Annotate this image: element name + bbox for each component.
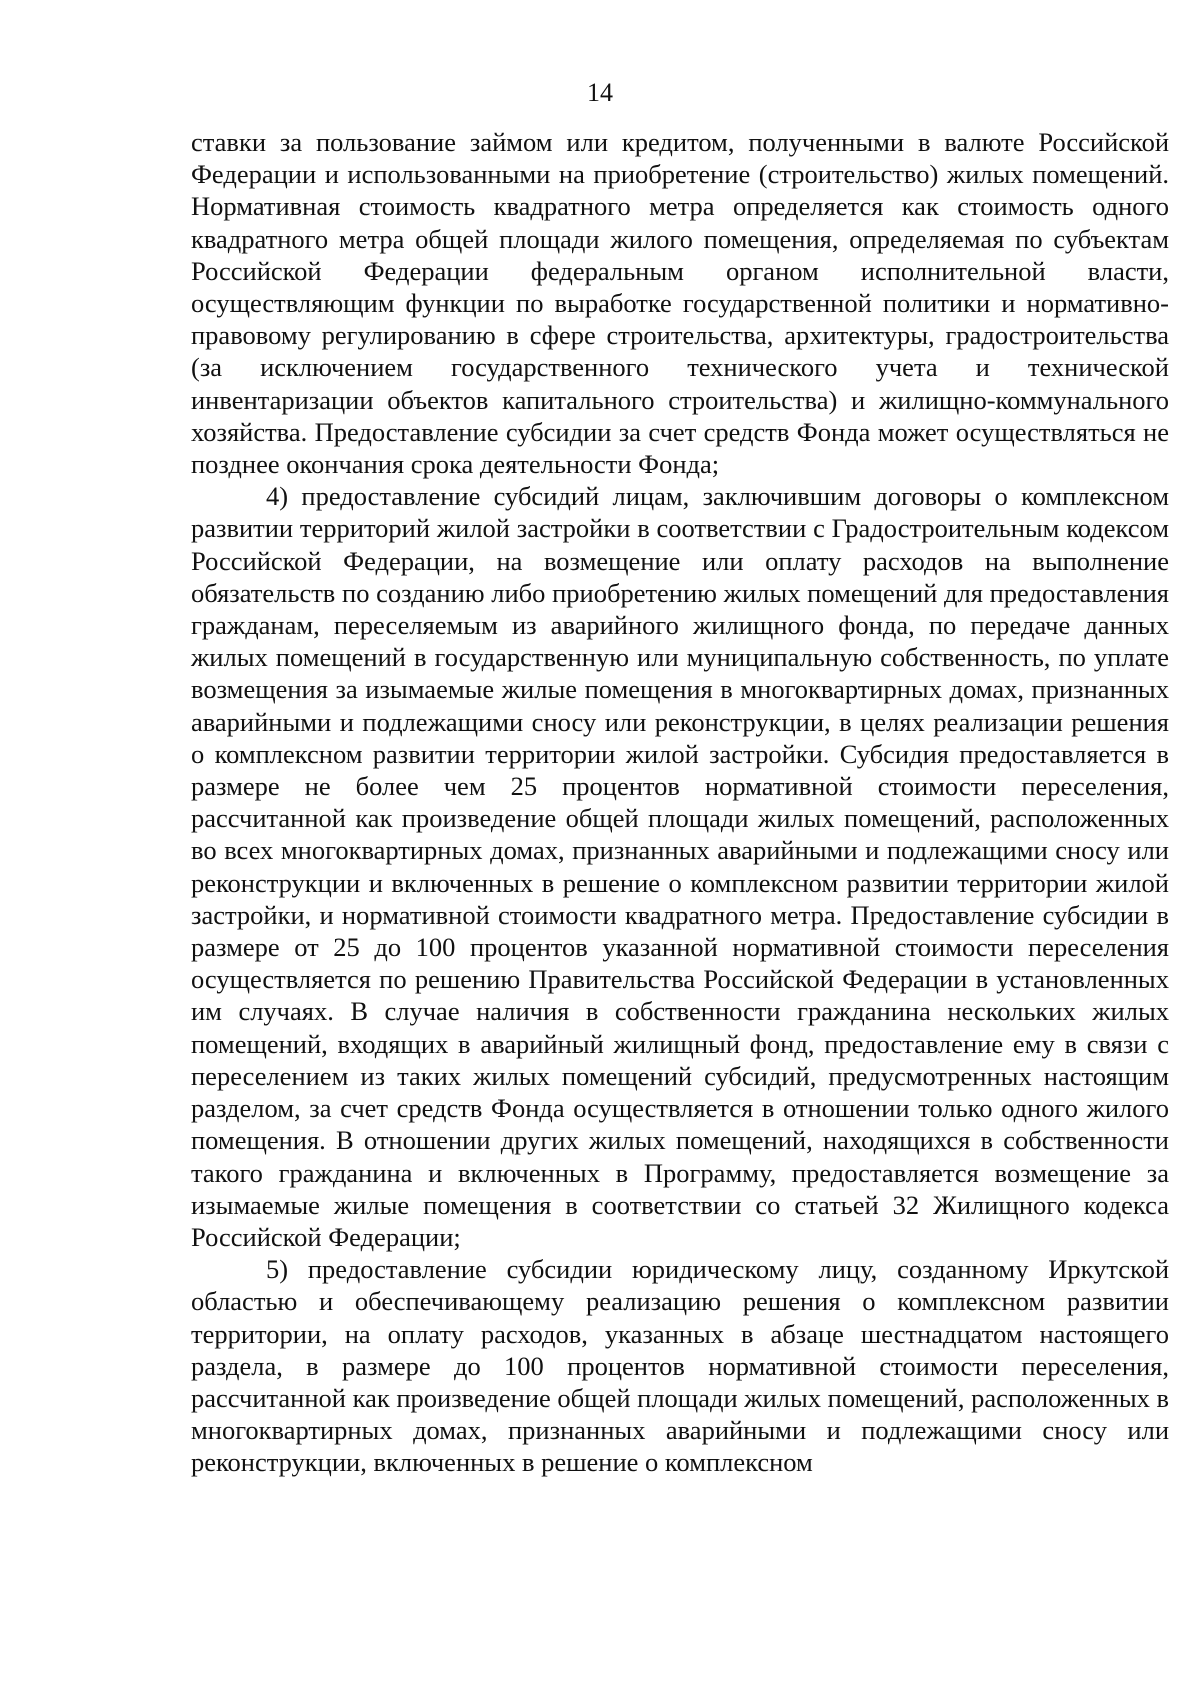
- document-body: [191, 126, 1169, 1479]
- page-number: 14: [587, 78, 613, 107]
- paragraph-item-4: 4) предоставление субсидий лицам, заключившим договоры о комплексном развитии территорий жилой застройки в соответствии с Градостроительным кодексом Российской Федерации, на возмещение или оплату расходов на выполнение обязательств по созданию либо приобретению жилых помещений для предоставления гражданам, переселяемым из аварийного жилищного фонда, по передаче данных жилых помещений в государственную или муниципальную собственность, по уплате возмещения за изымаемые жилые помещения в многоквартирных домах, признанных аварийными и подлежащими сносу или реконструкции, в целях реализации решения о комплексном развитии территории жилой застройки. Субсидия предоставляется в размере не более чем 25 процентов нормативной стоимости переселения, рассчитанной как произведение общей площади жилых помещений, расположенных во всех многоквартирных домах, признанных аварийными и подлежащими сносу или реконструкции и включенных в решение о комплексном развитии территории жилой застройки, и нормативной стоимости квадратного метра. Предоставление субсидии в размере от 25 до 100 процентов указанной нормативной стоимости переселения осуществляется по решению Правительства Российской Федерации в установленных им случаях. В случае наличия в собственности гражданина нескольких жилых помещений, входящих в аварийный жилищный фонд, предоставление ему в связи с переселением из таких жилых помещений субсидий, предусмотренных настоящим разделом, за счет средств Фонда осуществляется в отношении только одного жилого помещения. В отношении других жилых помещений, находящихся в собственности такого гражданина и включенных в Программу, предоставляется возмещение за изымаемые жилые помещения в соответствии со статьей 32 Жилищного кодекса Российской Федерации;: [191, 481, 1169, 1252]
- paragraph-item-5: 5) предоставление субсидии юридическому лицу, созданному Иркутской областью и обеспечивающему реализацию решения о комплексном развитии территории, на оплату расходов, указанных в абзаце шестнадцатом настоящего раздела, в размере до 100 процентов нормативной стоимости переселения, рассчитанной как произведение общей площади жилых помещений, расположенных в многоквартирных домах, признанных аварийными и подлежащими сносу или реконструкции, включенных в решение о комплексном: [191, 1254, 1170, 1478]
- paragraph-continuation: ставки за пользование займом или кредитом, полученными в валюте Российской Федерации и использованными на приобретение (строительство) жилых помещений. Нормативная стоимость квадратного метра определяется как стоимость одного квадратного метра общей площади жилого помещения, определяемая по субъектам Российской Федерации федеральным органом исполнительной власти, осуществляющим функции по выработке государственной политики и нормативно-правовому регулированию в сфере строительства, архитектуры, градостроительства (за исключением государственного технического учета и технической инвентаризации объектов капитального строительства) и жилищно-коммунального хозяйства. Предоставление субсидии за счет средств Фонда может осуществляться не позднее окончания срока деятельности Фонда;: [191, 127, 1169, 480]
